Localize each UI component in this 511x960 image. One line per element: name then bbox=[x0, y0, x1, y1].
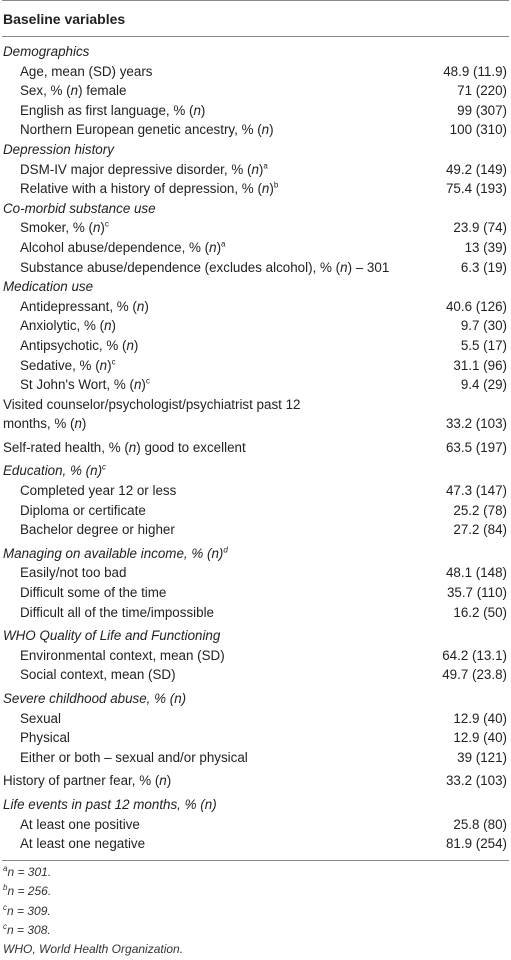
row-label: Visited counselor/psychologist/psychiatrist past 12 months, % (n) bbox=[3, 396, 301, 432]
row-label: History of partner fear, % (n) bbox=[3, 773, 172, 789]
footnote-marker: c bbox=[102, 463, 107, 472]
row-label: Sex, % (n) female bbox=[20, 83, 127, 99]
row-label: Demographics bbox=[3, 44, 90, 59]
footnote: WHO, World Health Organization. bbox=[3, 942, 184, 957]
row-label: Alcohol abuse/dependence, % $(n)^a$ bbox=[20, 239, 226, 255]
row-label: Life events in past 12 months, % (n) bbox=[3, 796, 217, 812]
category-row bbox=[0, 461, 511, 481]
table-row bbox=[0, 316, 511, 336]
table-row bbox=[0, 101, 511, 121]
row-value: 6.3 (19) bbox=[460, 259, 507, 275]
category-row bbox=[0, 277, 511, 297]
row-label: At least one positive bbox=[20, 816, 140, 832]
row-label: Depression history bbox=[3, 141, 114, 157]
row-label: Relative with a history of depression, % $(n)^b$ bbox=[20, 180, 279, 197]
category-row bbox=[0, 544, 511, 564]
row-label: DSM-IV major depressive disorder, % $(n)^a$ bbox=[20, 161, 268, 177]
row-label: Antidepressant, % (n) bbox=[20, 298, 149, 314]
row-value: 9.4 (29) bbox=[460, 377, 507, 393]
footnote: $^a$n = 301. bbox=[3, 863, 52, 879]
row-label: Medication use bbox=[3, 279, 94, 295]
category-row bbox=[0, 42, 511, 62]
table-header: Baseline variables bbox=[3, 10, 126, 27]
table-row bbox=[0, 709, 511, 729]
footnote-marker: c bbox=[145, 376, 150, 386]
row-value: 75.4 (193) bbox=[445, 181, 507, 197]
footnote-marker: a bbox=[263, 161, 268, 171]
table-row bbox=[0, 481, 511, 501]
table-row bbox=[0, 665, 511, 685]
row-value: 49.7 (23.8) bbox=[442, 667, 507, 683]
row-label: English as first language, % (n) bbox=[20, 102, 206, 118]
row-label: Sexual bbox=[20, 710, 61, 726]
row-label: Completed year 12 or less bbox=[20, 483, 177, 499]
row-label: Difficult all of the time/impossible bbox=[20, 604, 214, 620]
category-row bbox=[0, 199, 511, 219]
row-value: 35.7 (110) bbox=[446, 585, 507, 601]
row-value: 71 (220) bbox=[457, 83, 507, 99]
category-row bbox=[0, 795, 511, 815]
row-label: Bachelor degree or higher bbox=[20, 522, 175, 538]
category-row bbox=[0, 689, 511, 709]
row-value: 81.9 (254) bbox=[445, 836, 507, 852]
row-value: 9.7 (30) bbox=[460, 318, 507, 334]
table-row bbox=[0, 336, 511, 356]
row-label: Self-rated health, % (n) good to excellent bbox=[3, 439, 246, 455]
row-label: Severe childhood abuse, % (n) bbox=[3, 691, 187, 706]
row-value: 23.9 (74) bbox=[453, 220, 507, 236]
row-value: 31.1 (96) bbox=[453, 357, 507, 373]
row-value: 33.2 (103) bbox=[445, 773, 507, 789]
row-label: Anxiolytic, % (n) bbox=[20, 318, 117, 334]
row-value: 33.2 (103) bbox=[445, 416, 507, 432]
row-label: Social context, mean (SD) bbox=[20, 667, 176, 683]
table-row bbox=[0, 438, 511, 458]
table-row bbox=[0, 728, 511, 748]
table-row bbox=[0, 563, 511, 583]
table-row bbox=[0, 62, 511, 82]
table-row bbox=[0, 834, 511, 854]
row-value: 48.1 (148) bbox=[445, 565, 507, 581]
footnote-marker: c bbox=[104, 219, 109, 229]
row-value: 49.2 (149) bbox=[445, 161, 507, 177]
footnote-marker: d bbox=[223, 545, 228, 555]
row-value: 27.2 (84) bbox=[453, 522, 507, 538]
row-value: 39 (121) bbox=[457, 749, 507, 765]
table-row bbox=[0, 520, 511, 540]
row-value: 5.5 (17) bbox=[460, 337, 507, 353]
table-row bbox=[0, 748, 511, 768]
table-row bbox=[0, 297, 511, 317]
footnote-marker: a bbox=[221, 239, 226, 249]
table-row bbox=[0, 218, 511, 238]
row-value: 40.6 (126) bbox=[445, 298, 507, 314]
row-value: 25.8 (80) bbox=[453, 816, 507, 832]
row-value: 16.2 (50) bbox=[453, 604, 507, 620]
table-row bbox=[0, 356, 511, 376]
row-value: 64.2 (13.1) bbox=[442, 647, 507, 663]
table-row bbox=[0, 501, 511, 521]
table-row bbox=[0, 646, 511, 666]
row-label: Substance abuse/dependence (excludes alcohol), % (n) – 301 bbox=[20, 259, 390, 275]
row-label: Either or both – sexual and/or physical bbox=[20, 749, 248, 765]
footnote: $^c$n = 309. bbox=[3, 902, 51, 918]
table-body bbox=[0, 37, 511, 860]
row-label: Sedative, % $(n)^c$ bbox=[20, 357, 116, 373]
footnote-marker: c bbox=[111, 357, 116, 367]
footnote: $^b$n = 256. bbox=[3, 883, 52, 899]
row-value: 25.2 (78) bbox=[453, 502, 507, 518]
row-label: Co-morbid substance use bbox=[3, 200, 156, 216]
row-value: 47.3 (147) bbox=[445, 483, 507, 499]
table-row bbox=[0, 583, 511, 603]
row-label: WHO Quality of Life and Functioning bbox=[3, 628, 221, 644]
row-label: Physical bbox=[20, 730, 70, 746]
table-row bbox=[0, 395, 511, 434]
table-row bbox=[0, 375, 511, 395]
table-row bbox=[0, 258, 511, 278]
row-label: Environmental context, mean (SD) bbox=[20, 647, 225, 663]
row-label: Difficult some of the time bbox=[20, 585, 167, 601]
category-row bbox=[0, 626, 511, 646]
row-value: 99 (307) bbox=[457, 102, 507, 118]
row-value: 100 (310) bbox=[449, 122, 507, 138]
table-row bbox=[0, 179, 511, 199]
table-row bbox=[0, 771, 511, 791]
row-label: Age, mean (SD) years bbox=[20, 63, 153, 79]
row-value: 13 (39) bbox=[464, 239, 507, 255]
category-row bbox=[0, 140, 511, 160]
row-label: Northern European genetic ancestry, % (n) bbox=[20, 122, 274, 138]
table-row bbox=[0, 81, 511, 101]
row-label: At least one negative bbox=[20, 836, 146, 852]
row-value: 63.5 (197) bbox=[445, 439, 507, 455]
table-row bbox=[0, 603, 511, 623]
row-label: St John's Wort, % $(n)^c$ bbox=[20, 376, 150, 393]
table-row bbox=[0, 120, 511, 140]
row-value: 48.9 (11.9) bbox=[443, 63, 507, 79]
row-label: Antipsychotic, % (n) bbox=[20, 337, 139, 353]
table-row bbox=[0, 238, 511, 258]
table-row bbox=[0, 160, 511, 180]
footnotes bbox=[0, 861, 511, 960]
row-value: 12.9 (40) bbox=[453, 730, 507, 746]
table-row bbox=[0, 815, 511, 835]
row-label: Managing on available income, % $(n)^d$ bbox=[3, 545, 228, 561]
row-label: Diploma or certificate bbox=[20, 502, 146, 518]
row-value: 12.9 (40) bbox=[453, 710, 507, 726]
row-label: Smoker, % $(n)^c$ bbox=[20, 219, 109, 236]
row-label: Education, % $(n)^c$ bbox=[3, 463, 107, 479]
footnote: $^c$n = 308. bbox=[3, 921, 51, 937]
footnote-marker: b bbox=[273, 180, 279, 190]
row-label: Easily/not too bad bbox=[20, 565, 127, 581]
